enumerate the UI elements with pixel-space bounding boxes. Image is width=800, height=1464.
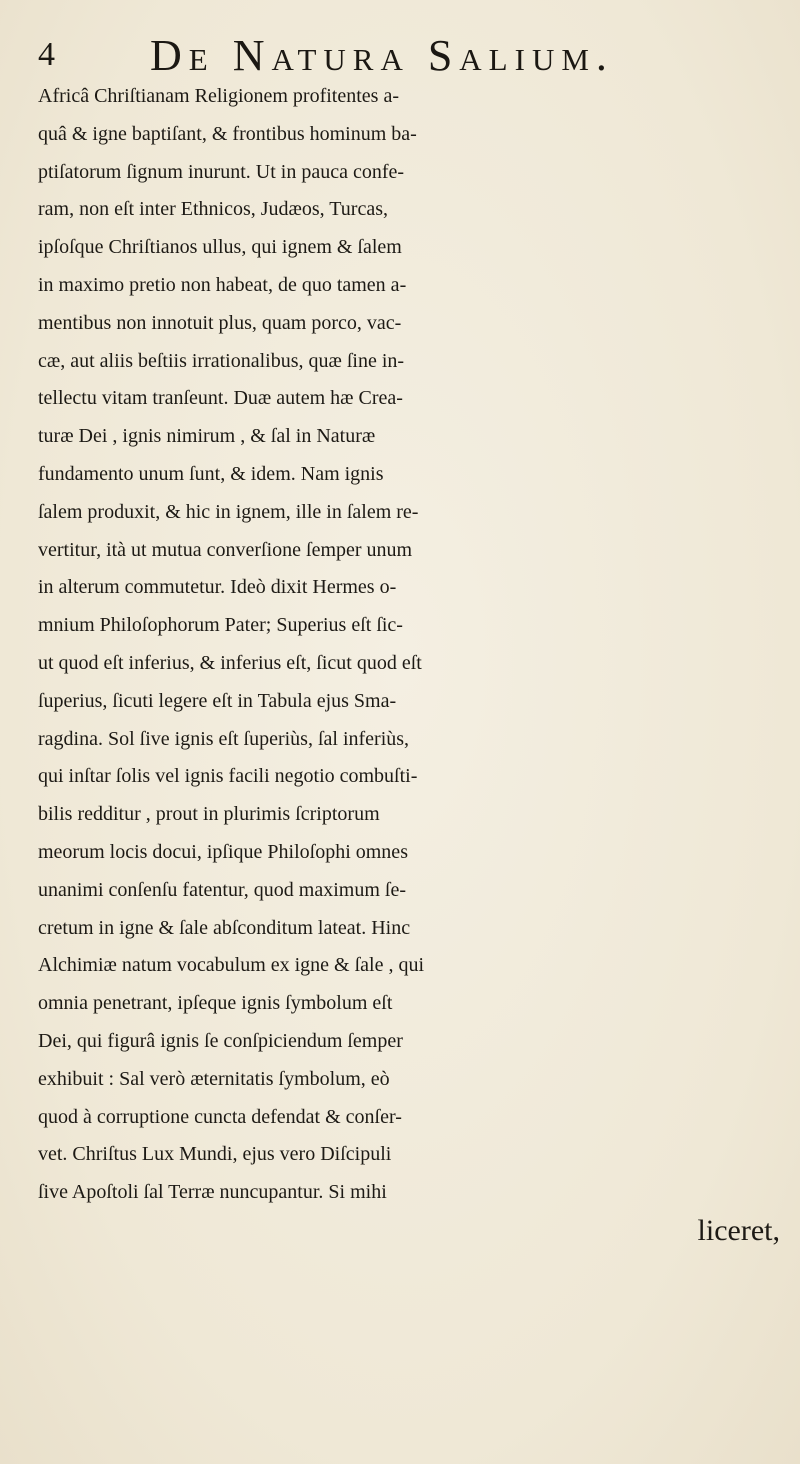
text-line: ſive Apoſtoli ſal Terræ nuncupantur. Si mihi [38,1181,387,1204]
text-line: ipſoſque Chriſtianos ullus, qui ignem & ſalem [38,236,402,259]
running-title: De Natura Salium. [150,31,614,80]
text-line: tellectu vitam tranſeunt. Duæ autem hæ Crea- [38,387,403,410]
text-line: qui inſtar ſolis vel ignis facili negotio combuſti- [38,765,418,788]
text-line: ſalem produxit, & hic in ignem, ille in ſalem re- [38,500,419,523]
text-line: cretum in igne & ſale abſconditum lateat. Hinc [38,916,411,939]
text-line: ſuperius, ſicuti legere eſt in Tabula ejus Sma- [38,689,397,712]
text-line: turæ Dei , ignis nimirum , & ſal in Naturæ [38,425,376,448]
text-line: unanimi conſenſu fatentur, quod maximum ſe- [38,878,406,901]
text-line: bilis redditur , prout in plurimis ſcriptorum [38,803,380,826]
text-line: cæ, aut aliis beſtiis irrationalibus, quæ ſine in- [38,349,405,372]
catchword: liceret, [697,1213,780,1247]
text-line: Africâ Chriſtianam Religionem profitentes a- [38,85,399,107]
text-line: ragdina. Sol ſive ignis eſt ſuperiùs, ſal inferiùs, [38,727,410,750]
text-line: quâ & igne baptiſant, & frontibus hominum ba- [38,122,417,145]
text-line: mnium Philoſophorum Pater; Superius eſt ſic- [38,614,403,637]
text-line: ut quod eſt inferius, & inferius eſt, ſicut quod eſt [38,651,422,674]
text-line: ptiſatorum ſignum inurunt. Ut in pauca confe- [38,160,405,183]
text-line: mentibus non innotuit plus, quam porco, vac- [38,311,402,334]
text-line: Alchimiæ natum vocabulum ex igne & ſale , qui [38,954,425,977]
text-line: quod à corruptione cuncta defendat & conſer- [38,1105,402,1128]
text-line: fundamento unum ſunt, & idem. Nam ignis [38,462,384,485]
text-line: vertitur, ità ut mutua converſione ſemper unum [38,538,413,561]
text-line: in maximo pretio non habeat, de quo tamen a- [38,273,407,296]
text-line: in alterum commutetur. Ideò dixit Hermes o- [38,576,397,599]
text-line: omnia penetrant, ipſeque ignis ſymbolum eſt [38,992,393,1015]
body-text [38,78,788,1250]
text-line: exhibuit : Sal verò æternitatis ſymbolum, eò [38,1067,390,1090]
page-number: 4 [38,36,55,73]
page-header [38,28,778,80]
text-line: ram, non eſt inter Ethnicos, Judæos, Turcas, [38,198,388,221]
text-line: vet. Chriſtus Lux Mundi, ejus vero Diſcipuli [38,1143,392,1166]
text-line: meorum locis docui, ipſique Philoſophi omnes [38,840,408,863]
text-line: Dei, qui figurâ ignis ſe conſpiciendum ſemper [38,1029,403,1052]
